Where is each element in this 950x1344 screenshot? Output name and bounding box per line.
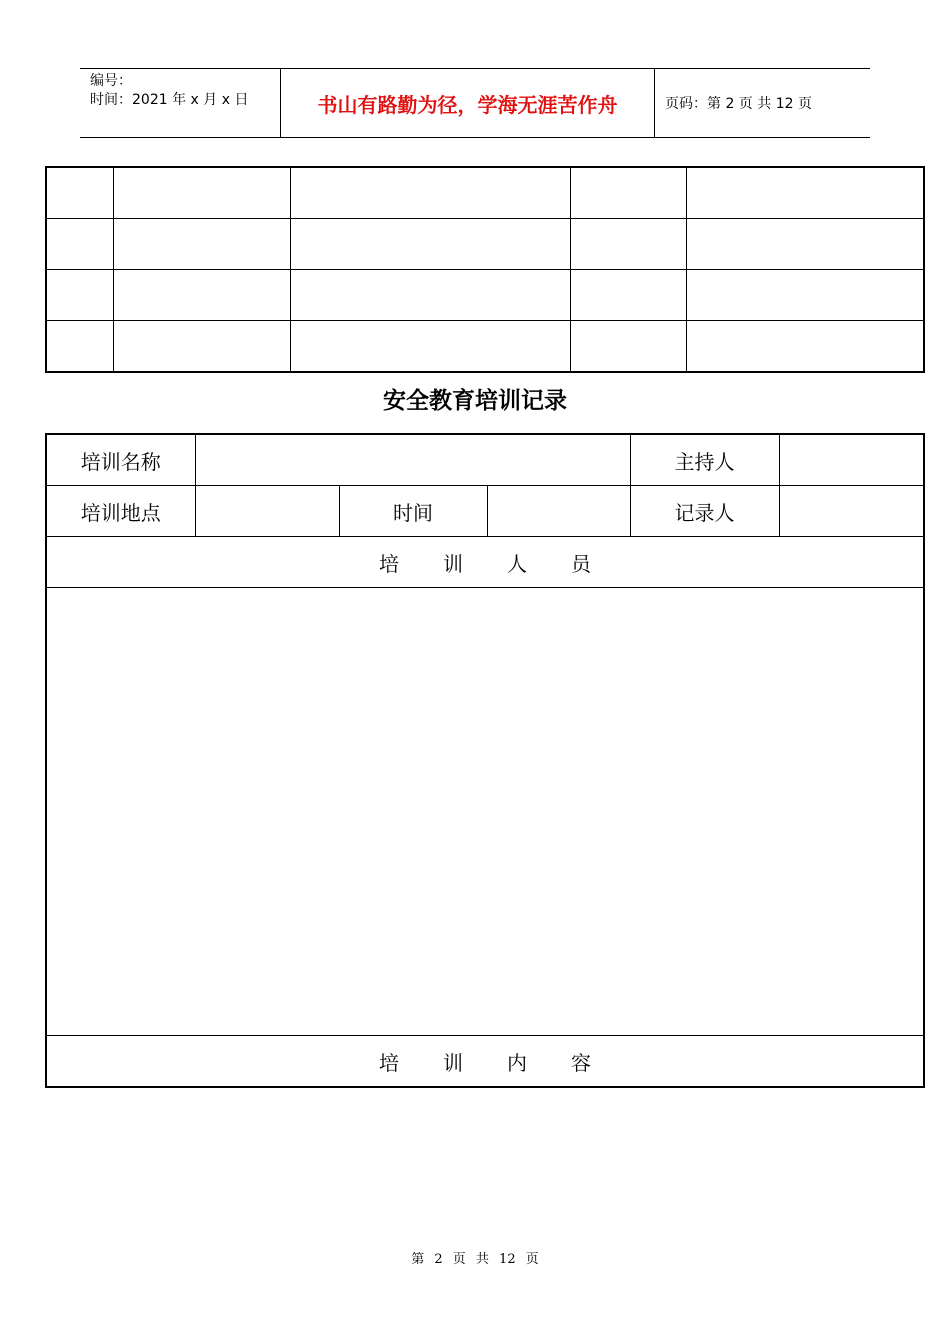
location-field[interactable] [195, 486, 339, 537]
table-cell[interactable] [570, 270, 686, 321]
table-row [46, 270, 924, 321]
header-divider [654, 69, 655, 137]
recorder-label: 记录人 [630, 486, 779, 537]
participants-header: 培训人员 [46, 537, 924, 588]
table-cell[interactable] [570, 219, 686, 270]
table-row [46, 219, 924, 270]
table-cell[interactable] [290, 270, 570, 321]
table-cell[interactable] [570, 321, 686, 373]
table-row [46, 1036, 924, 1088]
time-field[interactable] [487, 486, 630, 537]
table-cell[interactable] [46, 321, 113, 373]
table-cell[interactable] [290, 167, 570, 219]
table-cell[interactable] [113, 167, 290, 219]
training-name-field[interactable] [195, 434, 630, 486]
table-row [46, 588, 924, 1036]
host-field[interactable] [779, 434, 924, 486]
table-cell[interactable] [686, 219, 924, 270]
table-cell[interactable] [113, 219, 290, 270]
document-number-label: 编号： [90, 73, 132, 89]
table-cell[interactable] [686, 167, 924, 219]
time-label: 时间 [339, 486, 487, 537]
table-cell[interactable] [290, 321, 570, 373]
recorder-field[interactable] [779, 486, 924, 537]
table-cell[interactable] [46, 270, 113, 321]
content-header: 培训内容 [46, 1036, 924, 1088]
table-cell[interactable] [113, 321, 290, 373]
table-cell[interactable] [686, 270, 924, 321]
table-cell[interactable] [570, 167, 686, 219]
table-cell[interactable] [46, 167, 113, 219]
training-record-table [45, 433, 925, 1088]
page-footer: 第 2 页 共 12 页 [411, 1252, 539, 1267]
header-motto: 书山有路勤为径，学海无涯苦作舟 [317, 92, 618, 117]
location-label: 培训地点 [46, 486, 195, 537]
table-cell[interactable] [113, 270, 290, 321]
table-cell[interactable] [46, 219, 113, 270]
table-row [46, 486, 924, 537]
table-cell[interactable] [290, 219, 570, 270]
table-row [46, 537, 924, 588]
document-date-label: 时间：2021 年 x 月 x 日 [90, 92, 249, 108]
header-page-info: 页码：第 2 页 共 12 页 [665, 96, 812, 112]
page-header [80, 68, 870, 138]
table-row [46, 434, 924, 486]
training-name-label: 培训名称 [46, 434, 195, 486]
table-row [46, 167, 924, 219]
header-meta [90, 72, 248, 110]
table-cell[interactable] [686, 321, 924, 373]
form-title: 安全教育培训记录 [383, 387, 567, 414]
upper-empty-table [45, 166, 925, 373]
table-row [46, 321, 924, 373]
host-label: 主持人 [630, 434, 779, 486]
participants-field[interactable] [46, 588, 924, 1036]
